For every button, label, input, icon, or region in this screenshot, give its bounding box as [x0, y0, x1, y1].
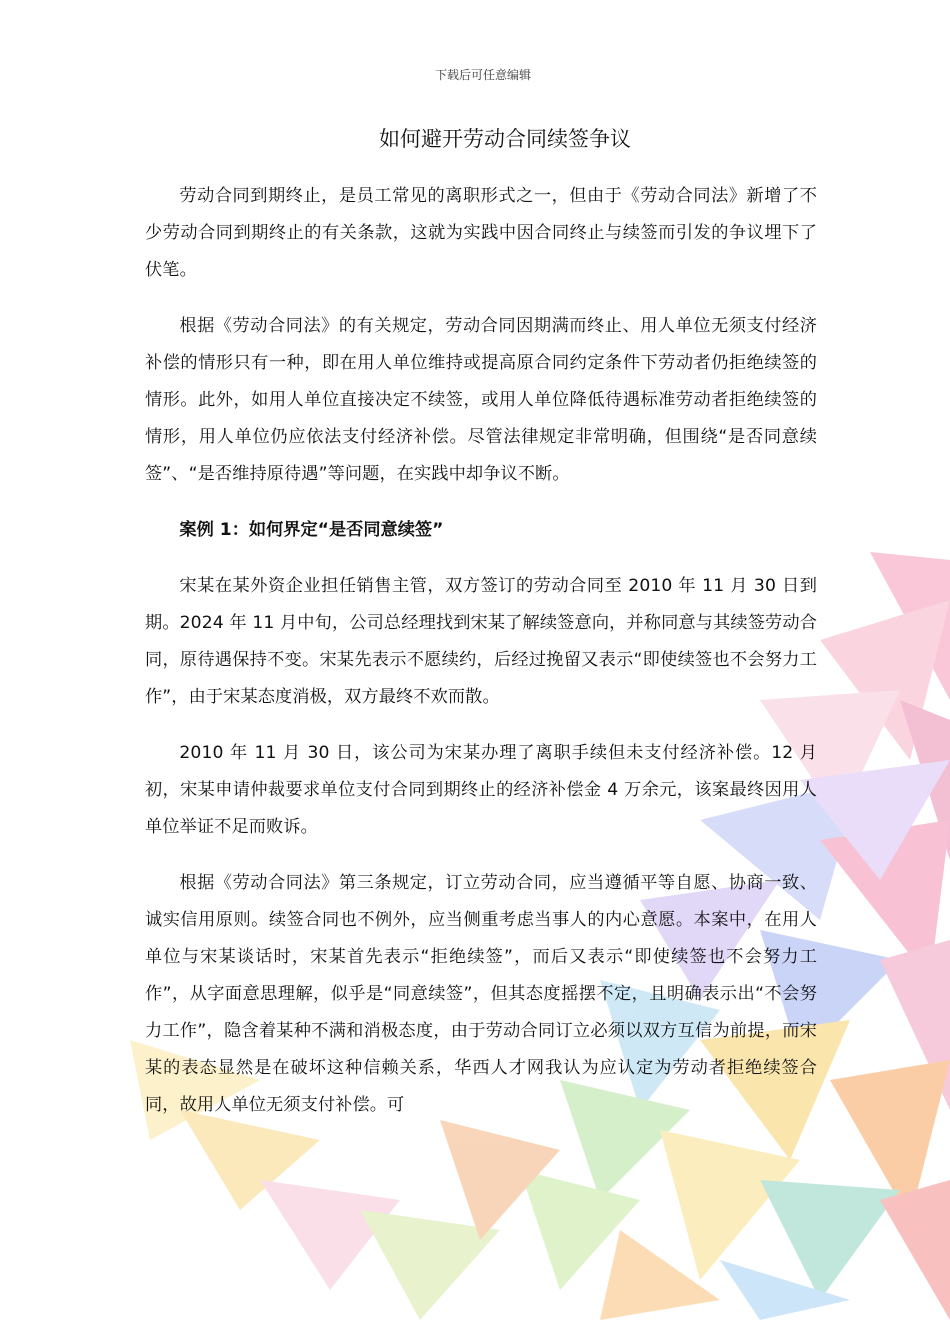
header-note: 下载后可任意编辑 — [434, 68, 531, 82]
case-paragraph-outcome: 2010 年 11 月 30 日，该公司为宋某办理了离职手续但未支付经济补偿。12 月初，宋某申请仲裁要求单位支付合同到期终止的经济补偿金 4 万余元，该案最终因用人单位举证不足而败诉。 — [145, 743, 817, 837]
paragraph-intro: 劳动合同到期终止，是员工常见的离职形式之一，但由于《劳动合同法》新增了不少劳动合同到期终止的有关条款，这就为实践中因合同终止与续签而引发的争议埋下了伏笔。 — [145, 186, 817, 280]
document-title: 如何避开劳动合同续签争议 — [379, 127, 631, 151]
case-paragraph-analysis: 根据《劳动合同法》第三条规定，订立劳动合同，应当遵循平等自愿、协商一致、诚实信用原则。续签合同也不例外，应当侧重考虑当事人的内心意愿。本案中，在用人单位与宋某谈话时，宋某首先表示“拒绝续签”，而后又表示“即使续签也不会努力工作”，从字面意思理解，似乎是“同意续签”，但其态度摇摆不定，且明确表示出“不会努力工作”，隐含着某种不满和消极态度，由于劳动合同订立必须以双方互信为前提，而宋某的表态显然是在破坏这种信赖关系，华西人才网我认为应认定为劳动者拒绝续签合同，故用人单位无须支付补偿。可 — [145, 873, 818, 1115]
paragraph-legal-rules: 根据《劳动合同法》的有关规定，劳动合同因期满而终止、用人单位无须支付经济补偿的情形只有一种，即在用人单位维持或提高原合同约定条件下劳动者仍拒绝续签的情形。此外，如用人单位直接决定不续签，或用人单位降低待遇标准劳动者拒绝续签的情形，用人单位仍应依法支付经济补偿。尽管法律规定非常明确，但围绕“是否同意续签”、“是否维持原待遇”等问题，在实践中却争议不断。 — [145, 316, 817, 484]
case-heading: 案例 1：如何界定“是否同意续签” — [179, 520, 444, 540]
case-paragraph-facts: 宋某在某外资企业担任销售主管，双方签订的劳动合同至 2010 年 11 月 30 日到期。2024 年 11 月中旬，公司总经理找到宋某了解续签意向，并称同意与其续签劳动合同，原待遇保持不变。宋某先表示不愿续约，后经过挽留又表示“即使续签也不会努力工作”，由于宋某态度消极，双方最终不欢而散。 — [145, 576, 817, 707]
document-body — [145, 178, 817, 1143]
